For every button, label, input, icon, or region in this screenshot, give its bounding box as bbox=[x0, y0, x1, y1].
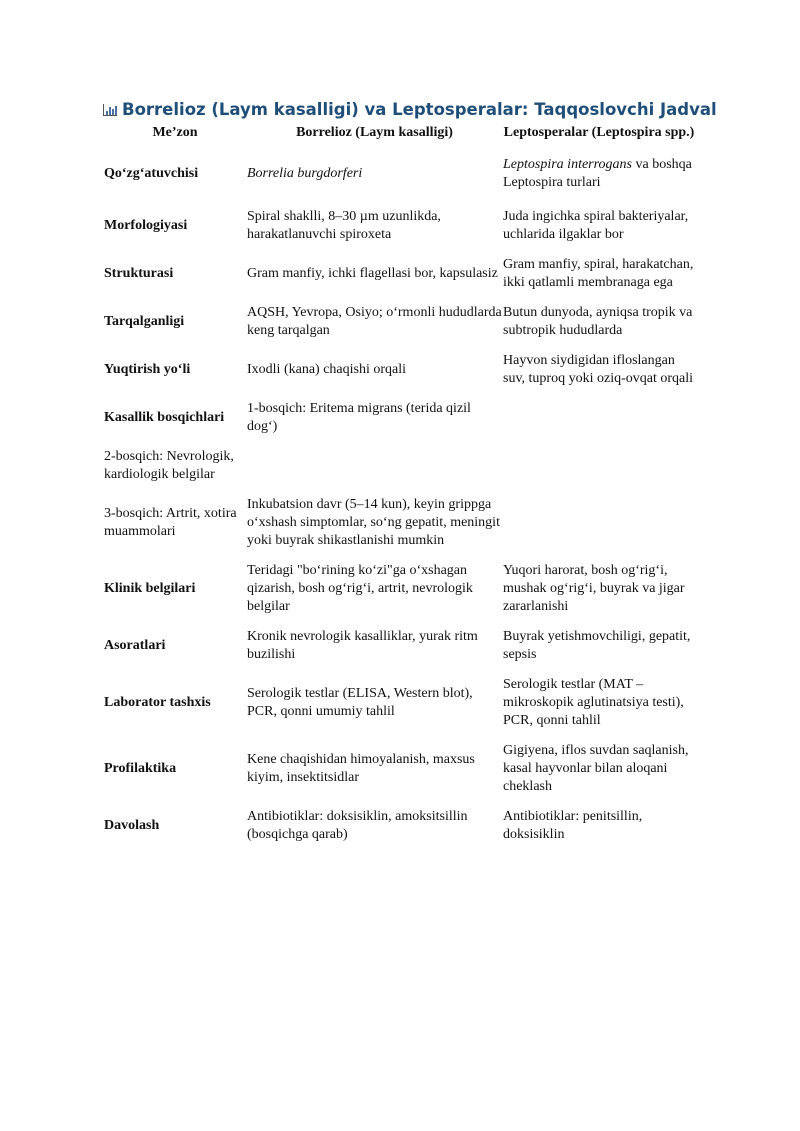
table-row bbox=[103, 670, 695, 736]
table-row bbox=[103, 442, 695, 490]
pathogen-name: Borrelia burgdorferi bbox=[247, 166, 363, 181]
borrelioz-cell: Serologik testlar (ELISA, Western blot), PCR, qonni umumiy tahlil bbox=[247, 686, 473, 719]
table-row bbox=[103, 346, 695, 394]
table-row bbox=[103, 146, 695, 202]
leptospira-cell bbox=[502, 442, 695, 490]
criterion-cell: Profilaktika bbox=[104, 761, 177, 776]
borrelioz-cell: Ixodli (kana) chaqishi orqali bbox=[247, 362, 407, 377]
leptospira-cell bbox=[502, 146, 695, 202]
leptospira-cell: Yuqori harorat, bosh og‘rig‘i, mushak og‘rig‘i, buyrak va jigar zararlanishi bbox=[503, 563, 685, 614]
document-title-text: Borrelioz (Laym kasalligi) va Leptosperalar: Taqqoslovchi Jadval bbox=[122, 100, 717, 119]
borrelioz-cell: Inkubatsion davr (5–14 kun), keyin grippga o‘xshash simptomlar, so‘ng gepatit, meningit yoki buyrak shikastlanishi mumkin bbox=[247, 497, 500, 548]
bar-chart-icon bbox=[103, 104, 117, 116]
leptospira-cell: Gigiyena, iflos suvdan saqlanish, kasal hayvonlar bilan aloqani cheklash bbox=[503, 743, 689, 794]
header-criterion: Me’zon bbox=[152, 125, 198, 140]
table-row bbox=[103, 490, 695, 556]
criterion-cell: Davolash bbox=[104, 818, 160, 833]
document-page bbox=[103, 98, 717, 850]
leptospira-cell: Antibiotiklar: penitsillin, doksisiklin bbox=[503, 809, 643, 842]
table-row bbox=[103, 394, 695, 442]
borrelioz-cell: AQSH, Yevropa, Osiyo; o‘rmonli hududlarda keng tarqalgan bbox=[247, 305, 502, 338]
table-row bbox=[103, 250, 695, 298]
table-row bbox=[103, 556, 695, 622]
criterion-cell: Qo‘zg‘atuvchisi bbox=[104, 166, 199, 181]
borrelioz-cell bbox=[246, 146, 502, 202]
table-row bbox=[103, 802, 695, 850]
leptospira-cell: Serologik testlar (MAT – mikroskopik aglutinatsiya testi), PCR, qonni tahlil bbox=[503, 677, 684, 728]
criterion-cell: Tarqalganligi bbox=[104, 314, 185, 329]
criterion-cell: Klinik belgilari bbox=[104, 581, 196, 596]
document-title bbox=[103, 98, 717, 122]
borrelioz-cell: Teridagi "bo‘rining ko‘zi"ga o‘xshagan qizarish, bosh og‘rig‘i, artrit, nevrologik belgilar bbox=[247, 563, 473, 614]
leptospira-cell: Gram manfiy, spiral, harakatchan, ikki qatlamli membranaga ega bbox=[503, 257, 694, 290]
leptospira-cell bbox=[502, 490, 695, 556]
borrelioz-cell: Kene chaqishidan himoyalanish, maxsus kiyim, insektitsidlar bbox=[247, 752, 475, 785]
pathogen-name-rest: va boshqa Leptospira turlari bbox=[503, 157, 692, 190]
borrelioz-cell: Antibiotiklar: doksisiklin, amoksitsillin (bosqichga qarab) bbox=[247, 809, 468, 842]
table-row bbox=[103, 298, 695, 346]
header-borrelioz: Borrelioz (Laym kasalligi) bbox=[296, 125, 453, 140]
pathogen-name: Leptospira interrogans bbox=[503, 157, 632, 172]
criterion-cell: Yuqtirish yo‘li bbox=[104, 362, 191, 377]
leptospira-cell bbox=[502, 394, 695, 442]
table-row bbox=[103, 622, 695, 670]
criterion-cell: Kasallik bosqichlari bbox=[104, 410, 225, 425]
table-row bbox=[103, 202, 695, 250]
criterion-cell: Laborator tashxis bbox=[104, 695, 211, 710]
criterion-cell: Asoratlari bbox=[104, 638, 166, 653]
table-row bbox=[103, 736, 695, 802]
leptospira-cell: Hayvon siydigidan ifloslangan suv, tuproq yoki oziq-ovqat orqali bbox=[503, 353, 694, 386]
table-header-row bbox=[103, 124, 695, 146]
leptospira-cell: Buyrak yetishmovchiligi, gepatit, sepsis bbox=[503, 629, 691, 662]
comparison-table bbox=[103, 124, 695, 850]
borrelioz-cell: Gram manfiy, ichki flagellasi bor, kapsulasiz bbox=[247, 266, 498, 281]
criterion-cell: 2-bosqich: Nevrologik, kardiologik belgilar bbox=[104, 449, 234, 482]
borrelioz-cell: Spiral shaklli, 8–30 µm uzunlikda, harakatlanuvchi spiroxeta bbox=[247, 209, 441, 242]
borrelioz-cell bbox=[246, 442, 502, 490]
header-leptospira: Leptosperalar (Leptospira spp.) bbox=[503, 125, 695, 140]
leptospira-cell: Juda ingichka spiral bakteriyalar, uchlarida ilgaklar bor bbox=[503, 209, 689, 242]
borrelioz-cell: 1-bosqich: Eritema migrans (terida qizil dog‘) bbox=[247, 401, 471, 434]
criterion-cell: Morfologiyasi bbox=[104, 218, 188, 233]
criterion-cell: 3-bosqich: Artrit, xotira muammolari bbox=[104, 506, 237, 539]
leptospira-cell: Butun dunyoda, ayniqsa tropik va subtropik hududlarda bbox=[503, 305, 693, 338]
table-body bbox=[103, 146, 695, 850]
criterion-cell: Strukturasi bbox=[104, 266, 174, 281]
borrelioz-cell: Kronik nevrologik kasalliklar, yurak ritm buzilishi bbox=[247, 629, 478, 662]
